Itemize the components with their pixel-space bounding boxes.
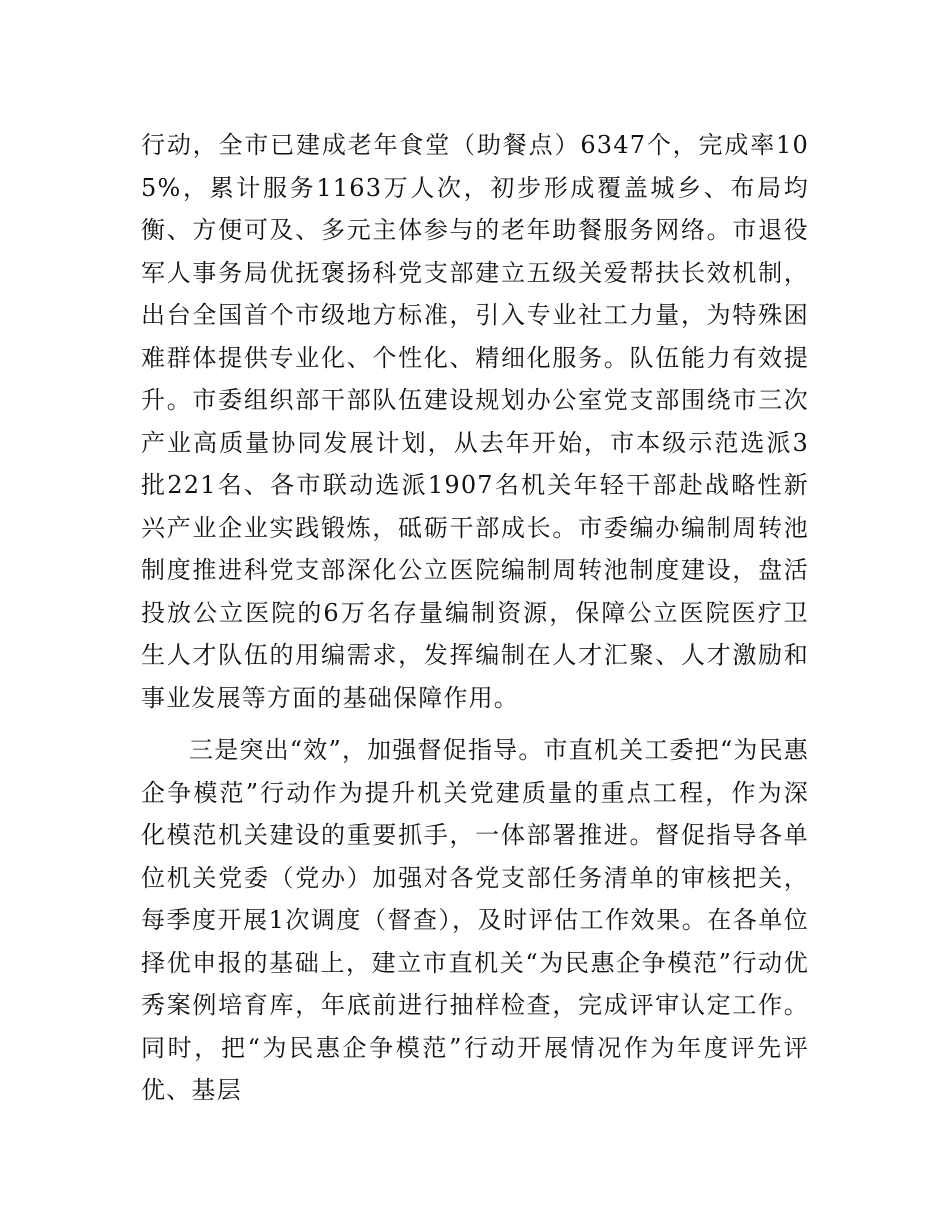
document-body xyxy=(141,124,809,1112)
paragraph-continuation: 行动，全市已建成老年食堂（助餐点）6347个，完成率105%，累计服务1163万人次，初步形成覆盖城乡、布局均衡、方便可及、多元主体参与的老年助餐服务网络。市退役军人事务局优抚褒扬科党支部建立五级关爱帮扶长效机制，出台全国首个市级地方标准，引入专业社工力量，为特殊困难群体提供专业化、个性化、精细化服务。队伍能力有效提升。市委组织部干部队伍建设规划办公室党支部围绕市三次产业高质量协同发展计划，从去年开始，市本级示范选派3批221名、各市联动选派1907名机关年轻干部赴战略性新兴产业企业实践锻炼，砥砺干部成长。市委编办编制周转池制度推进科党支部深化公立医院编制周转池制度建设，盘活投放公立医院的6万名存量编制资源，保障公立医院医疗卫生人才队伍的用编需求，发挥编制在人才汇聚、人才激励和事业发展等方面的基础保障作用。 xyxy=(141,131,809,712)
paragraph-supervision: 三是突出“效”，加强督促指导。市直机关工委把“为民惠企争模范”行动作为提升机关党建质量的重点工程，作为深化模范机关建设的重要抓手，一体部署推进。督促指导各单位机关党委（党办）加强对各党支部任务清单的审核把关，每季度开展1次调度（督查），及时评估工作效果。在各单位择优申报的基础上，建立市直机关“为民惠企争模范”行动优秀案例培育库，年底前进行抽样检查，完成评审认定工作。同时，把“为民惠企争模范”行动开展情况作为年度评先评优、基层 xyxy=(141,736,810,1104)
